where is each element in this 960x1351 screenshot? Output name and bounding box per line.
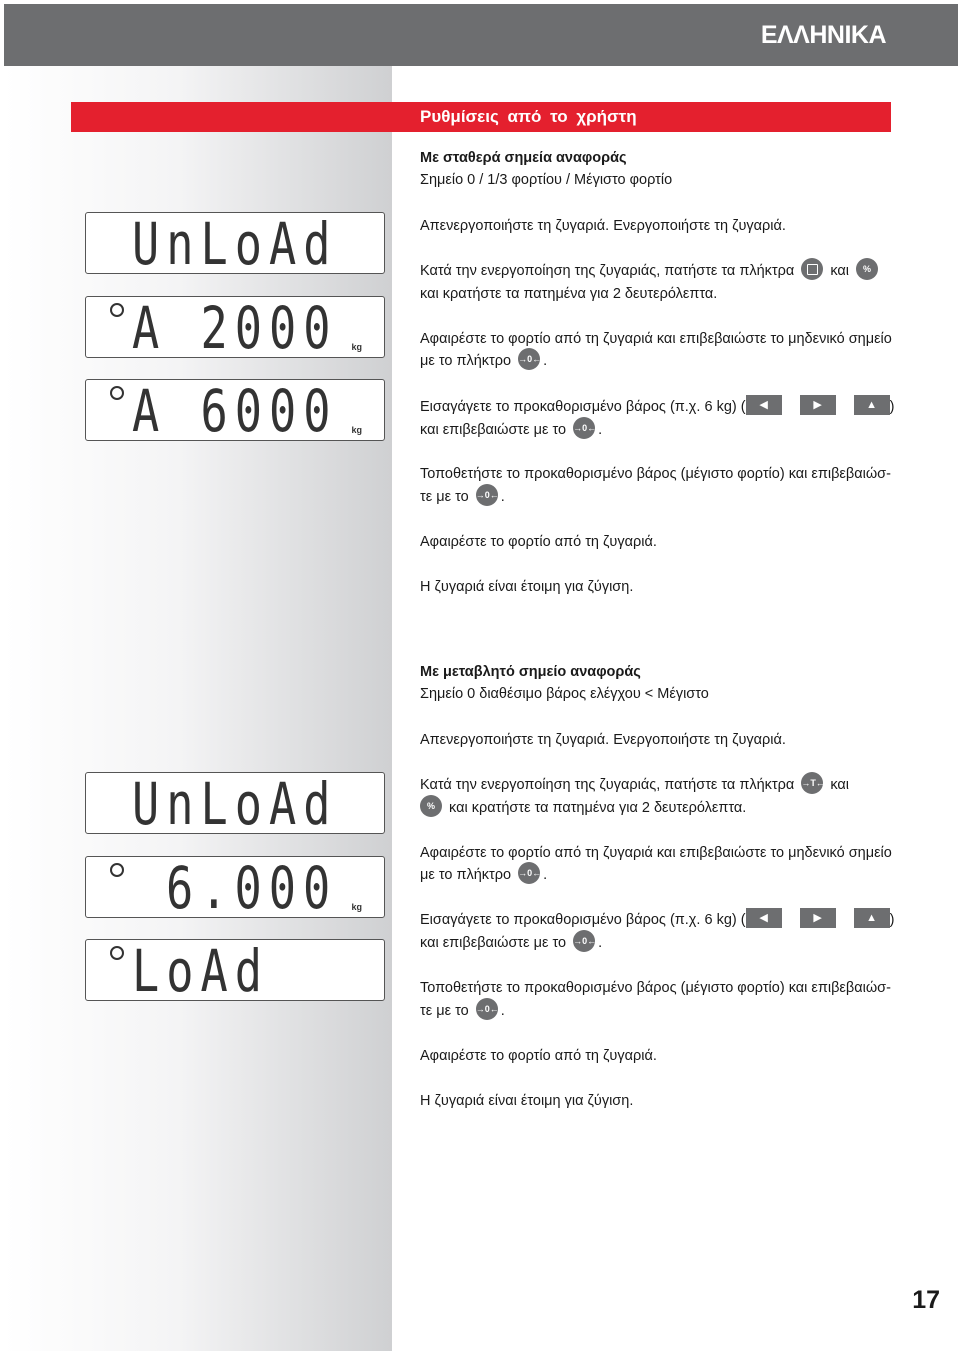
step-text: Εισαγάγετε το προκαθορισμένο βάρος (π.χ. 6 kg) ( [420, 912, 746, 928]
left-arrow-key-icon: ◀ [746, 908, 782, 928]
step-text: και [830, 263, 850, 279]
lcd-display-unload [85, 770, 385, 838]
block2-step1: Απενεργοποιήστε τη ζυγαριά. Ενεργοποιήστε τη ζυγαριά. [420, 732, 786, 748]
section-title: Ρυθμίσεις από το χρήστη [420, 107, 637, 126]
left-arrow-key-icon: ◀ [746, 395, 782, 415]
zero-key-icon: →0← [573, 930, 595, 952]
up-arrow-key-icon: ▲ [854, 908, 890, 928]
block1-step3-line2 [420, 350, 547, 372]
step-punct: . [598, 422, 603, 438]
lcd-display-6000 [85, 854, 385, 922]
step-text: και [830, 777, 850, 793]
tare-key-icon: →T← [801, 772, 823, 794]
step-text: και επιβεβαιώστε με το [420, 422, 567, 438]
step-text: ) [889, 912, 895, 928]
lcd-display-a2000 [85, 294, 385, 362]
block2-step5-line2 [420, 1000, 505, 1022]
block1-step2-line1 [420, 260, 881, 282]
block1-heading: Με σταθερά σημεία αναφοράς [420, 150, 627, 166]
step-punct: . [500, 1003, 505, 1019]
lcd-unit: kg [351, 425, 362, 435]
step-text: Κατά την ενεργοποίηση της ζυγαριάς, πατήστε τα πλήκτρα [420, 777, 795, 793]
block2-step4-line2 [420, 932, 602, 954]
step-punct: . [598, 935, 603, 951]
block1-step6: Αφαιρέστε το φορτίο από τη ζυγαριά. [420, 534, 657, 550]
step-punct: . [543, 353, 548, 369]
step-text: Κατά την ενεργοποίηση της ζυγαριάς, πατήστε τα πλήκτρα [420, 263, 795, 279]
language-label: ΕΛΛΗΝΙΚΑ [760, 21, 886, 49]
block2-step4-line1 [420, 909, 894, 931]
lcd-display-unload [85, 210, 385, 278]
block1-step1: Απενεργοποιήστε τη ζυγαριά. Ενεργοποιήστε τη ζυγαριά. [420, 218, 786, 234]
step-text: τε με το [420, 489, 469, 505]
block2-step5-line1: Τοποθετήστε το προκαθορισμένο βάρος (μέγιστο φορτίο) και επιβεβαιώσ- [420, 980, 891, 996]
block1-step5-line1: Τοποθετήστε το προκαθορισμένο βάρος (μέγιστο φορτίο) και επιβεβαιώσ- [420, 466, 891, 482]
block2-heading: Με μεταβλητό σημείο αναφοράς [420, 664, 641, 680]
stability-indicator-icon [110, 386, 124, 400]
percent-key-icon: % [856, 258, 878, 280]
block1-step5-line2 [420, 486, 505, 508]
lcd-text: LoAd [132, 937, 270, 1005]
block1-subtitle: Σημείο 0 / 1/3 φορτίου / Μέγιστο φορτίο [420, 172, 673, 188]
lcd-display-load [85, 937, 385, 1005]
lcd-unit: kg [351, 342, 362, 352]
zero-key-icon: →0← [518, 862, 540, 884]
step-text: και επιβεβαιώστε με το [420, 935, 567, 951]
stability-indicator-icon [110, 863, 124, 877]
step-text: τε με το [420, 1003, 469, 1019]
block2-subtitle: Σημείο 0 διαθέσιμο βάρος ελέγχου < Μέγιστο [420, 686, 709, 702]
right-arrow-key-icon: ▶ [800, 395, 836, 415]
stability-indicator-icon [110, 946, 124, 960]
header-bar [4, 4, 958, 66]
block1-step4-line2 [420, 419, 602, 441]
lcd-text: A 6000 [132, 377, 338, 445]
block2-step2-line1 [420, 774, 849, 796]
lcd-unit: kg [351, 902, 362, 912]
lcd-display-a6000 [85, 377, 385, 445]
zero-key-icon: →0← [573, 417, 595, 439]
zero-key-icon: →0← [476, 484, 498, 506]
up-arrow-key-icon: ▲ [854, 395, 890, 415]
step-text: ) [889, 399, 895, 415]
zero-key-icon: →0← [518, 348, 540, 370]
lcd-text: UnLoAd [132, 770, 338, 838]
block2-step3-line1: Αφαιρέστε το φορτίο από τη ζυγαριά και επιβεβαιώστε το μηδενικό σημείο [420, 845, 892, 861]
block2-step3-line2 [420, 864, 547, 886]
block1-step2-line2: και κρατήστε τα πατημένα για 2 δευτερόλεπτα. [420, 286, 718, 302]
block2-step6: Αφαιρέστε το φορτίο από τη ζυγαριά. [420, 1048, 657, 1064]
right-arrow-key-icon: ▶ [800, 908, 836, 928]
block1-step4-line1 [420, 396, 894, 418]
block1-step7: Η ζυγαριά είναι έτοιμη για ζύγιση. [420, 579, 634, 595]
lcd-text: UnLoAd [132, 210, 338, 278]
step-text: με το πλήκτρο [420, 353, 512, 369]
lcd-text: A 2000 [132, 294, 338, 362]
step-text: Εισαγάγετε το προκαθορισμένο βάρος (π.χ. 6 kg) ( [420, 399, 746, 415]
block2-step2-line2 [420, 797, 746, 819]
page-number: 17 [912, 1286, 940, 1314]
block1-step3-line1: Αφαιρέστε το φορτίο από τη ζυγαριά και επιβεβαιώστε το μηδενικό σημείο [420, 331, 892, 347]
step-punct: . [543, 867, 548, 883]
step-text: και κρατήστε τα πατημένα για 2 δευτερόλεπτα. [449, 800, 747, 816]
set-key-icon [801, 258, 823, 280]
step-punct: . [500, 489, 505, 505]
stability-indicator-icon [110, 303, 124, 317]
percent-key-icon: % [420, 795, 442, 817]
zero-key-icon: →0← [476, 998, 498, 1020]
lcd-text: 6.000 [166, 854, 338, 922]
block2-step7: Η ζυγαριά είναι έτοιμη για ζύγιση. [420, 1093, 634, 1109]
step-text: με το πλήκτρο [420, 867, 512, 883]
